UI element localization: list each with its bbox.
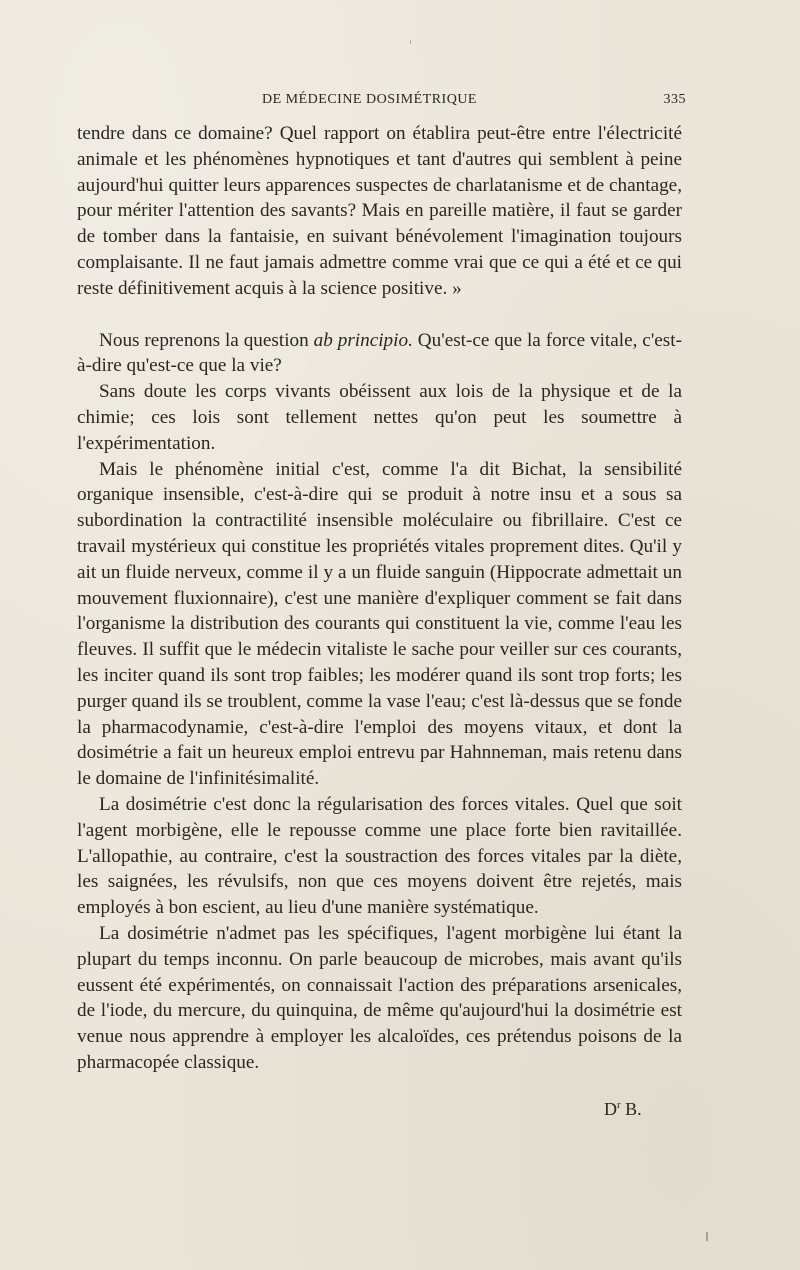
running-head — [262, 92, 694, 112]
paragraph-2 — [77, 328, 682, 380]
paragraph-4: Mais le phénomène initial c'est, comme l'a dit Bichat, la sensibilité organique insensible, c'est-à-dire qui se produit à notre insu et a sous sa subordination la contractilité insensible moléculaire ou fibrillaire. C'est ce travail mystérieux qui constitue les propriétés vitales proprement dites. Qu'il y ait un fluide nerveux, comme il y a un fluide sanguin (Hippocrate admettait un mouvement fluxionnaire), c'est une manière d'expliquer comment se fait dans l'organisme la distribution des courants qui constituent la vie, comme l'eau les fleuves. Il suffit que le médecin vitaliste le sache pour veiller sur ces courants, les inciter quand ils sont trop faibles; les modérer quand ils sont trop forts; les purger quand ils se troublent, comme la vase l'eau; c'est là-dessus que se fonde la pharmacodynamie, c'est-à-dire l'emploi des moyens vitaux, et dont la dosimétrie a fait un heureux emploi entrevu par Hahnneman, mais retenu dans le domaine de l'infinitésimalité. — [77, 458, 682, 790]
page-number: 335 — [663, 92, 686, 107]
signature-name: B. — [620, 1099, 642, 1119]
signature — [604, 1099, 642, 1120]
page-speck — [706, 1232, 708, 1241]
latin-phrase: ab principio. — [313, 329, 413, 351]
paragraph-6: La dosimétrie n'admet pas les spécifiques, l'agent morbigène lui étant la plupart du temps inconnu. On parle beaucoup de microbes, mais avant qu'ils eussent été expérimentés, on connaissait l'action des préparations arsenicales, de l'iode, du mercure, du quinquina, de même qu'aujourd'hui la dosimétrie est venue nous apprendre à employer les alcaloïdes, ces prétendus poisons de la pharmacopée classique. — [77, 922, 682, 1073]
paragraph-2-text-start: Nous reprenons la question — [99, 329, 314, 351]
signature-superscript: r — [617, 1099, 621, 1111]
signature-prefix: D — [604, 1099, 617, 1119]
paragraph-1: tendre dans ce domaine? Quel rapport on établira peut-être entre l'électricité animale et les phénomènes hypnotiques et tant d'autres qui semblent à peine aujourd'hui quitter leurs apparences suspectes de charlatanisme et de chantage, pour mériter l'attention des savants? Mais en pareille matière, il faut se garder de tomber dans la fantaisie, en suivant bénévolement l'imagination toujours complaisante. Il ne faut jamais admettre comme vrai que ce qui a été et ce qui reste définitivement acquis à la science positive. » — [77, 123, 682, 299]
running-title: DE MÉDECINE DOSIMÉTRIQUE — [262, 92, 477, 107]
paragraph-5: La dosimétrie c'est donc la régularisation des forces vitales. Quel que soit l'agent morbigène, elle le repousse comme une place forte bien ravitaillée. L'allopathie, au contraire, c'est la soustraction des forces vitales par la diète, les saignées, les révulsifs, non que ces moyens doivent être rejetés, mais employés à bon escient, au lieu d'une manière systématique. — [77, 793, 682, 919]
paragraph-2-text-end: Qu'est-ce que la force vitale, c'est-à-dire qu'est-ce que la vie? — [77, 329, 682, 377]
paragraph-3: Sans doute les corps vivants obéissent aux lois de la physique et de la chimie; ces lois sont tellement nettes qu'on peut les soumettre à l'expérimentation. — [77, 381, 682, 454]
page-speck — [410, 40, 411, 44]
body-text — [77, 121, 682, 1076]
